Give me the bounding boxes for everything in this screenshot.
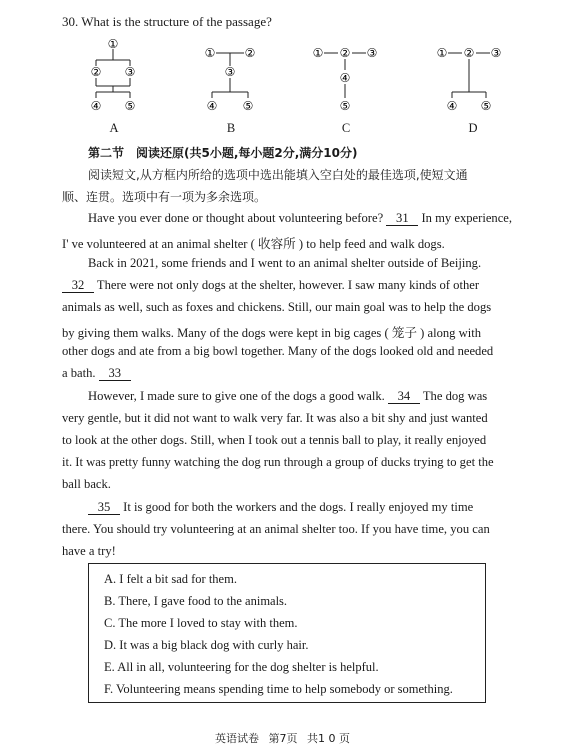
structure-diagram-b bbox=[204, 40, 274, 120]
node-4: ④ bbox=[446, 99, 458, 113]
blank-31: 31 bbox=[386, 212, 418, 226]
passage-text: In my experience, bbox=[421, 211, 513, 225]
choice-d: D. It was a big black dog with curly hair. bbox=[104, 638, 309, 652]
choice-c: C. The more I loved to stay with them. bbox=[104, 616, 298, 630]
node-1: ① bbox=[107, 37, 119, 51]
passage-text: Have you ever done or thought about volunteering before? bbox=[88, 211, 384, 225]
question-30: 30. What is the structure of the passage? bbox=[62, 14, 272, 29]
passage-line: it. It was pretty funny watching the dog run through a group of ducks trying to get the bbox=[62, 455, 494, 469]
blank-34: 34 bbox=[388, 390, 420, 404]
choice-f: F. Volunteering means spending time to help somebody or something. bbox=[104, 682, 453, 696]
passage-line bbox=[88, 211, 512, 226]
passage-text: a bath. bbox=[62, 366, 96, 380]
node-3: ③ bbox=[124, 65, 136, 79]
node-4: ④ bbox=[206, 99, 218, 113]
node-2: ② bbox=[90, 65, 102, 79]
passage-line: have a try! bbox=[62, 544, 116, 558]
blank-35: 35 bbox=[88, 501, 120, 515]
passage-line: other dogs and ate from a big bowl together. Many of the dogs looked old and needed bbox=[62, 344, 494, 358]
structure-diagram-a bbox=[88, 37, 158, 120]
node-2: ② bbox=[463, 46, 475, 60]
choice-b: B. There, I gave food to the animals. bbox=[104, 594, 288, 608]
node-1: ① bbox=[204, 46, 216, 60]
choice-a: A. I felt a bit sad for them. bbox=[104, 572, 237, 586]
passage-line bbox=[62, 366, 131, 381]
section-heading: 第二节 阅读还原(共5小题,每小题2分,满分10分) bbox=[88, 146, 358, 160]
option-label-d: D bbox=[468, 121, 478, 135]
structure-diagram-d bbox=[436, 40, 506, 120]
blank-33: 33 bbox=[99, 367, 131, 381]
node-5: ⑤ bbox=[480, 99, 492, 113]
node-2: ② bbox=[244, 46, 256, 60]
passage-text: However, I made sure to give one of the dogs a good walk. bbox=[88, 389, 385, 403]
node-4: ④ bbox=[339, 71, 351, 85]
passage-line: animals as well, such as foxes and chickens. Still, our main goal was to help the dogs bbox=[62, 300, 492, 314]
choice-e: E. All in all, volunteering for the dog shelter is helpful. bbox=[104, 660, 379, 674]
node-1: ① bbox=[312, 46, 324, 60]
passage-line bbox=[88, 500, 473, 515]
footer-subject: 英语试卷 bbox=[215, 732, 259, 745]
blank-32: 32 bbox=[62, 279, 94, 293]
passage-line bbox=[62, 278, 479, 293]
passage-line: ball back. bbox=[62, 477, 111, 491]
passage-line: there. You should try volunteering at an animal shelter too. If you have time, you can bbox=[62, 522, 490, 536]
node-3: ③ bbox=[224, 65, 236, 79]
node-3: ③ bbox=[366, 46, 378, 60]
node-5: ⑤ bbox=[339, 99, 351, 113]
instructions-line-1: 阅读短文,从方框内所给的选项中选出能填入空白处的最佳选项,使短文通 bbox=[88, 168, 468, 182]
passage-line: very gentle, but it did not want to walk very far. It was also a bit shy and just wanted bbox=[62, 411, 488, 425]
structure-diagram-c bbox=[312, 40, 382, 120]
node-4: ④ bbox=[90, 99, 102, 113]
page-footer bbox=[0, 730, 565, 746]
passage-line: to look at the other dogs. Still, when I took out a tennis ball to play, it really enjoyed bbox=[62, 433, 487, 447]
passage-line: Back in 2021, some friends and I went to an animal shelter outside of Beijing. bbox=[88, 256, 482, 270]
option-label-b: B bbox=[226, 121, 236, 135]
passage-line: I' ve volunteered at an animal shelter ( 收容所 ) to help feed and walk dogs. bbox=[62, 237, 445, 251]
passage-line: by giving them walks. Many of the dogs were kept in big cages ( 笼子 ) along with bbox=[62, 326, 482, 340]
node-5: ⑤ bbox=[242, 99, 254, 113]
node-2: ② bbox=[339, 46, 351, 60]
option-label-c: C bbox=[341, 121, 351, 135]
passage-text: The dog was bbox=[422, 389, 488, 403]
footer-page: 第7页 bbox=[268, 732, 298, 745]
node-3: ③ bbox=[490, 46, 502, 60]
passage-text: There were not only dogs at the shelter, however. I saw many kinds of other bbox=[96, 278, 480, 292]
passage-text: It is good for both the workers and the dogs. I really enjoyed my time bbox=[123, 500, 474, 514]
node-5: ⑤ bbox=[124, 99, 136, 113]
node-1: ① bbox=[436, 46, 448, 60]
option-label-a: A bbox=[109, 121, 119, 135]
passage-line bbox=[88, 389, 487, 404]
footer-total: 共1 0 页 bbox=[307, 732, 350, 745]
instructions-line-2: 顺、连贯。选项中有一项为多余选项。 bbox=[62, 190, 267, 204]
